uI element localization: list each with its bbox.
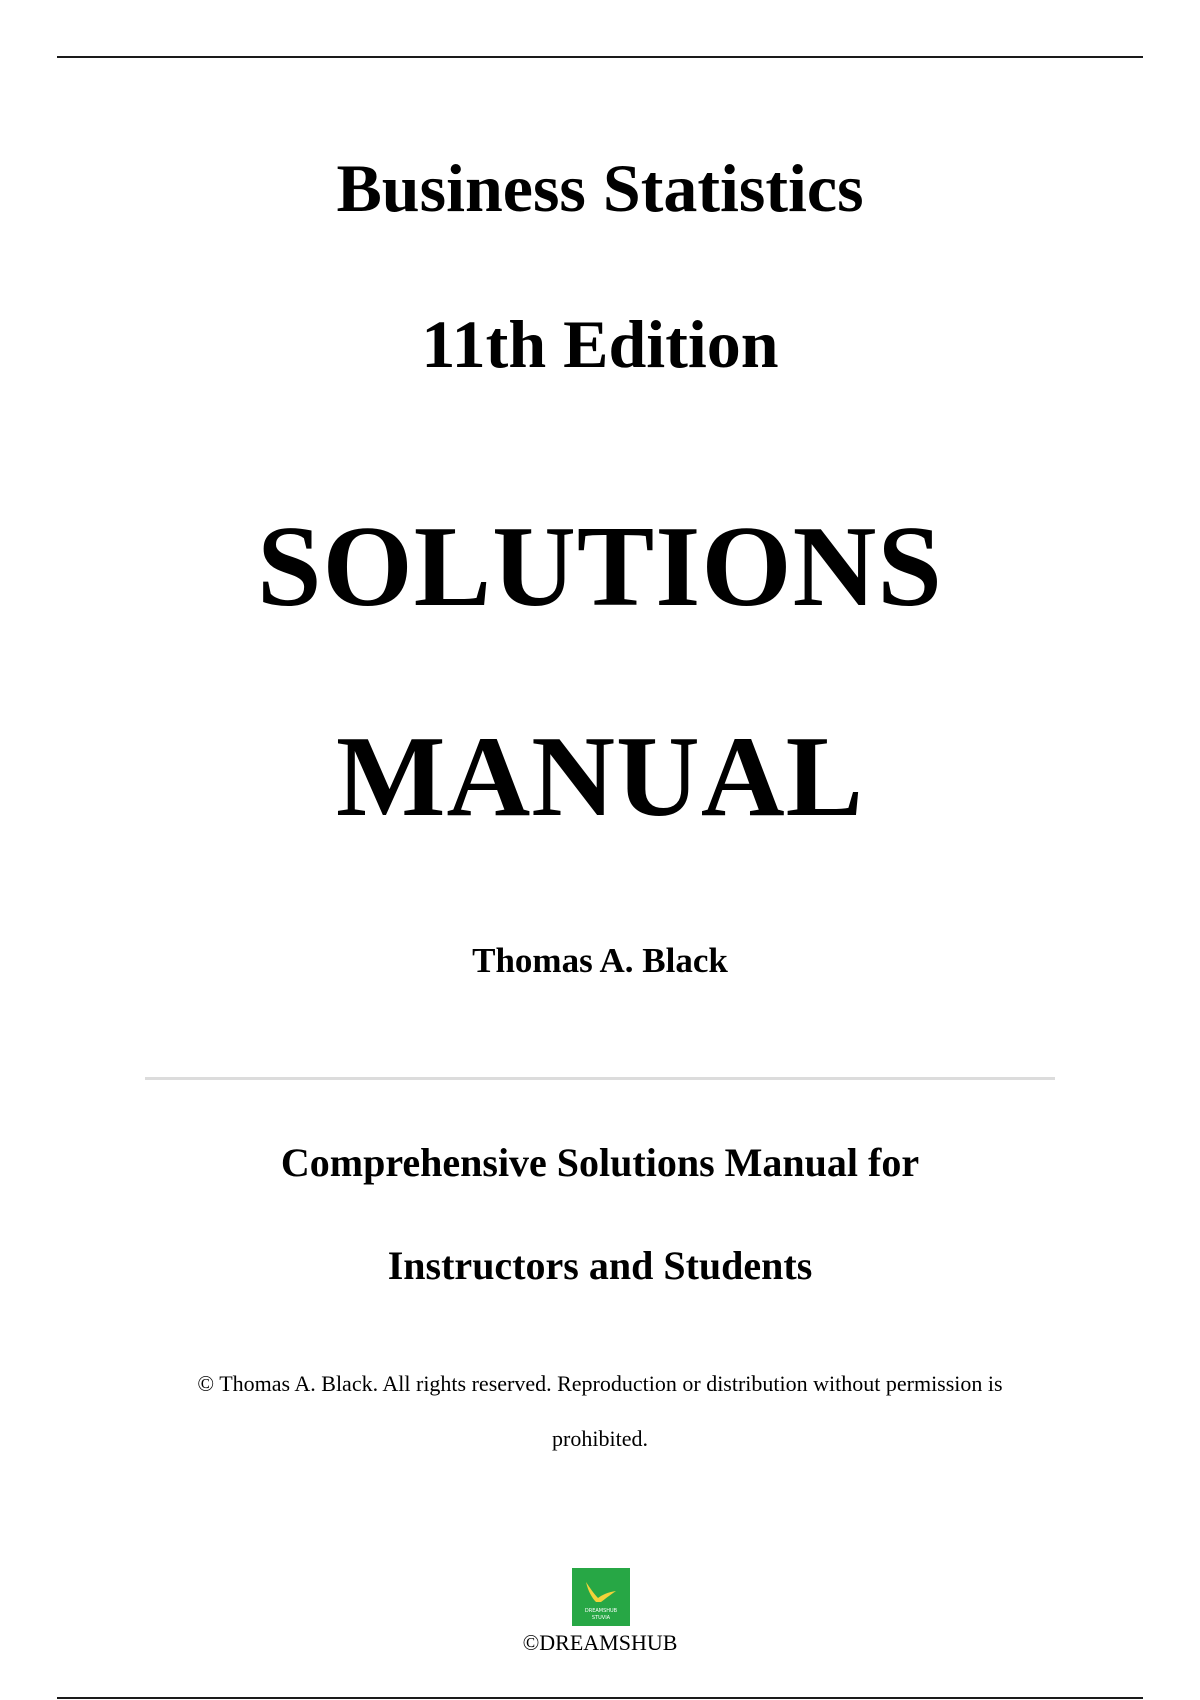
subtitle-line-1: Comprehensive Solutions Manual for (280, 1140, 920, 1185)
author-name: Thomas A. Black (472, 941, 728, 980)
bottom-rule (57, 1697, 1143, 1699)
copyright-notice-line-2: prohibited. (552, 1426, 648, 1451)
logo-text-line-2: STUVIA (591, 1615, 611, 1621)
book-title: Business Statistics (336, 150, 864, 226)
book-edition: 11th Edition (421, 306, 779, 382)
top-rule (57, 56, 1143, 58)
bird-logo-icon (572, 1568, 630, 1626)
copyright-notice-line-1: © Thomas A. Black. All rights reserved. Reproduction or distribution without permission is (197, 1371, 1003, 1396)
footer-brand-mark: ©DREAMSHUB (522, 1630, 678, 1655)
headline-manual: MANUAL (336, 713, 864, 841)
subtitle-line-2: Instructors and Students (387, 1243, 813, 1288)
logo-text-line-1: DREAMSHUB (584, 1608, 618, 1614)
section-divider (145, 1077, 1055, 1080)
headline-solutions: SOLUTIONS (257, 503, 943, 631)
